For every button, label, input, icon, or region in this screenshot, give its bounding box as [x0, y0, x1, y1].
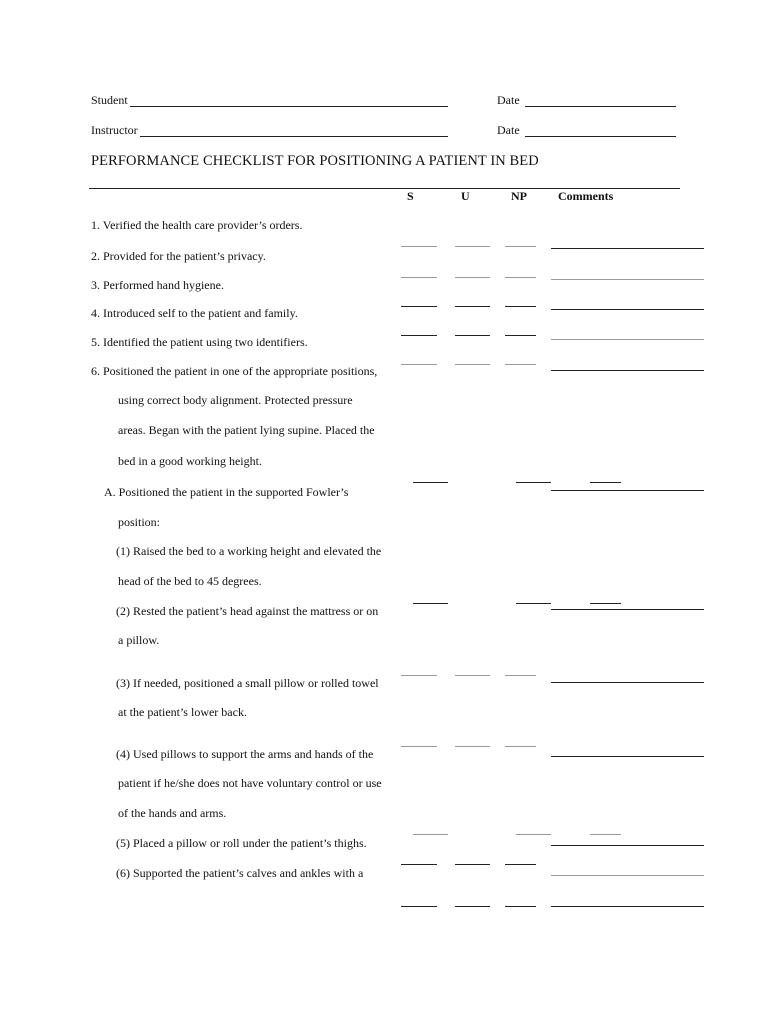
substep-text: a pillow.: [118, 633, 160, 647]
np-blank[interactable]: [505, 335, 536, 336]
np-blank[interactable]: [505, 906, 536, 907]
comments-blank[interactable]: [551, 756, 704, 757]
u-blank[interactable]: [455, 277, 490, 278]
comments-blank[interactable]: [551, 906, 704, 907]
step-text: 2. Provided for the patient’s privacy.: [91, 249, 266, 263]
column-header-np: NP: [511, 189, 527, 203]
comments-blank[interactable]: [551, 845, 704, 846]
substep-text: (4) Used pillows to support the arms and hands of the: [116, 747, 374, 761]
s-blank[interactable]: [401, 246, 437, 247]
substep-text: of the hands and arms.: [118, 806, 227, 820]
u-blank[interactable]: [516, 482, 551, 483]
np-blank[interactable]: [505, 864, 536, 865]
substep-text: (1) Raised the bed to a working height and elevated the: [116, 544, 382, 558]
s-blank[interactable]: [413, 482, 448, 483]
np-blank[interactable]: [590, 482, 621, 483]
step-text: 4. Introduced self to the patient and family.: [91, 306, 298, 320]
u-blank[interactable]: [455, 906, 490, 907]
substep-text: (2) Rested the patient’s head against the mattress or on: [116, 604, 379, 618]
column-header-comments: Comments: [558, 189, 614, 203]
np-blank[interactable]: [505, 746, 536, 747]
step-text: areas. Began with the patient lying supine. Placed the: [118, 423, 375, 437]
date-label: Date: [497, 123, 520, 137]
comments-blank[interactable]: [551, 875, 704, 876]
step-text: 5. Identified the patient using two identifiers.: [91, 335, 308, 349]
u-blank[interactable]: [516, 834, 551, 835]
comments-blank[interactable]: [551, 490, 704, 491]
student-date-field[interactable]: [525, 106, 676, 107]
instructor-label: Instructor: [91, 123, 138, 137]
column-header-s: S: [407, 189, 414, 203]
comments-blank[interactable]: [551, 370, 704, 371]
u-blank[interactable]: [455, 306, 490, 307]
comments-blank[interactable]: [551, 279, 704, 280]
step-text: 3. Performed hand hygiene.: [91, 278, 224, 292]
student-label: Student: [91, 93, 128, 107]
s-blank[interactable]: [401, 864, 437, 865]
step-text: using correct body alignment. Protected pressure: [118, 393, 353, 407]
np-blank[interactable]: [505, 675, 536, 676]
substep-text: head of the bed to 45 degrees.: [118, 574, 262, 588]
np-blank[interactable]: [505, 277, 536, 278]
step-text: bed in a good working height.: [118, 454, 262, 468]
s-blank[interactable]: [401, 306, 437, 307]
u-blank[interactable]: [455, 864, 490, 865]
s-blank[interactable]: [401, 277, 437, 278]
np-blank[interactable]: [590, 603, 621, 604]
u-blank[interactable]: [516, 603, 551, 604]
u-blank[interactable]: [455, 246, 490, 247]
student-field[interactable]: [130, 106, 448, 107]
step-text: 6. Positioned the patient in one of the appropriate positions,: [91, 364, 378, 378]
substep-text: A. Positioned the patient in the supported Fowler’s: [104, 485, 349, 499]
substep-text: position:: [118, 515, 161, 529]
column-header-u: U: [461, 189, 470, 203]
date-label: Date: [497, 93, 520, 107]
s-blank[interactable]: [401, 746, 437, 747]
instructor-field[interactable]: [140, 136, 448, 137]
comments-blank[interactable]: [551, 248, 704, 249]
substep-text: (5) Placed a pillow or roll under the patient’s thighs.: [116, 836, 367, 850]
np-blank[interactable]: [505, 364, 536, 365]
np-blank[interactable]: [505, 246, 536, 247]
np-blank[interactable]: [590, 834, 621, 835]
step-text: 1. Verified the health care provider’s orders.: [91, 218, 303, 232]
u-blank[interactable]: [455, 364, 490, 365]
u-blank[interactable]: [455, 746, 490, 747]
comments-blank[interactable]: [551, 339, 704, 340]
comments-blank[interactable]: [551, 309, 704, 310]
page-title: PERFORMANCE CHECKLIST FOR POSITIONING A PATIENT IN BED: [91, 153, 539, 169]
comments-blank[interactable]: [551, 609, 704, 610]
s-blank[interactable]: [401, 364, 437, 365]
comments-blank[interactable]: [551, 682, 704, 683]
substep-text: at the patient’s lower back.: [118, 705, 247, 719]
u-blank[interactable]: [455, 675, 490, 676]
s-blank[interactable]: [401, 335, 437, 336]
u-blank[interactable]: [455, 335, 490, 336]
s-blank[interactable]: [401, 675, 437, 676]
np-blank[interactable]: [505, 306, 536, 307]
substep-text: (6) Supported the patient’s calves and ankles with a: [116, 866, 364, 880]
instructor-date-field[interactable]: [525, 136, 676, 137]
s-blank[interactable]: [401, 906, 437, 907]
s-blank[interactable]: [413, 603, 448, 604]
substep-text: (3) If needed, positioned a small pillow or rolled towel: [116, 676, 379, 690]
substep-text: patient if he/she does not have voluntary control or use: [118, 776, 382, 790]
s-blank[interactable]: [413, 834, 448, 835]
